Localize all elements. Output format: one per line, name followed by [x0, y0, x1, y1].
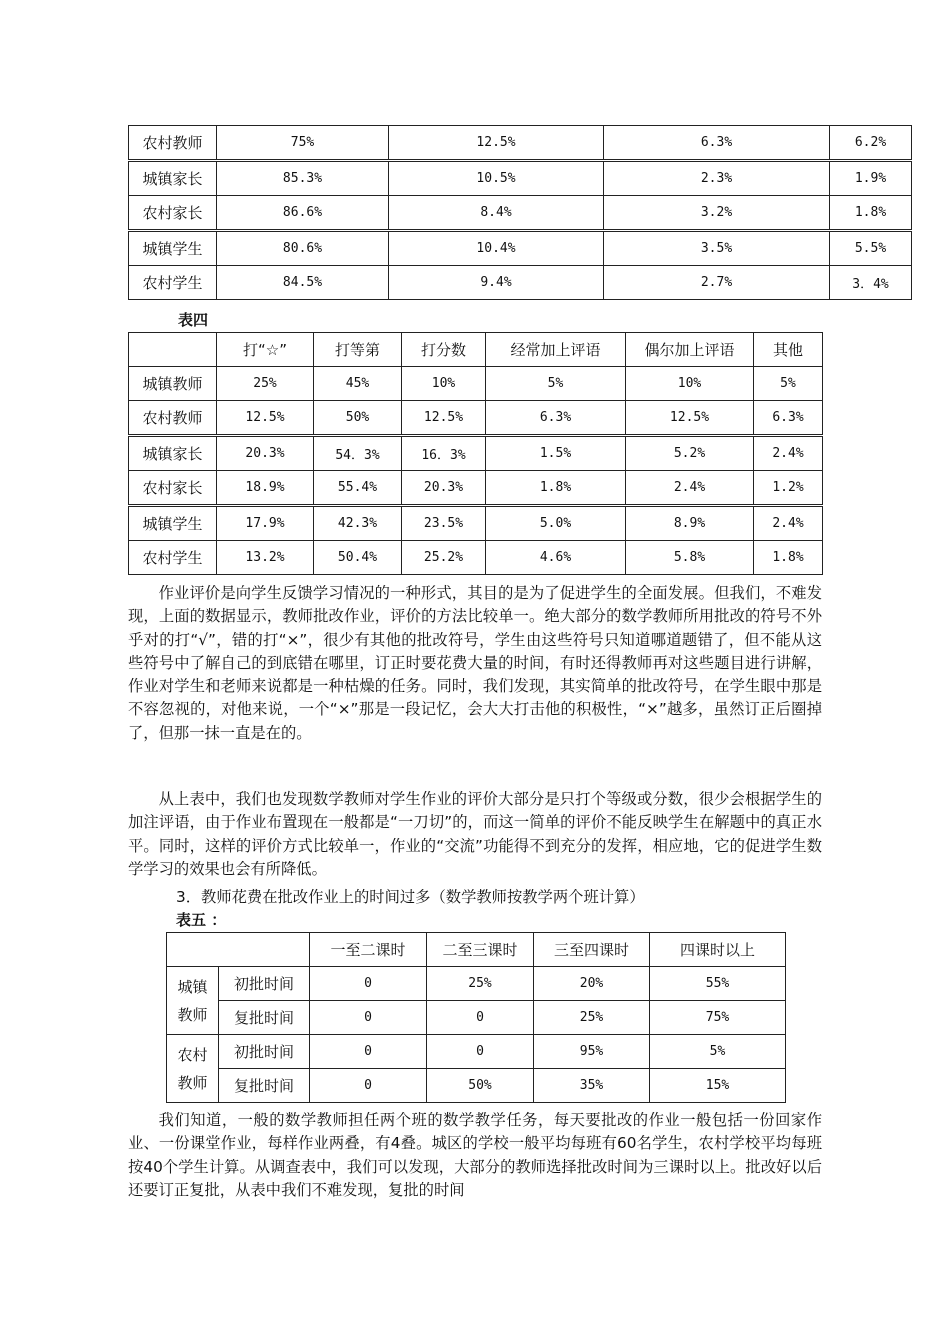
- cell: 12.5%: [217, 401, 314, 436]
- row-label: 初批时间: [219, 967, 310, 1001]
- cell: 10.4%: [389, 231, 604, 266]
- table-row: [129, 161, 912, 196]
- header-cell: 四课时以上: [650, 933, 786, 967]
- cell: 18.9%: [217, 471, 314, 506]
- paragraph: 从上表中，我们也发现数学教师对学生作业的评价大部分是只打个等级或分数，很少会根据学生的加注评语，由于作业布置现在一般都是“一刀切”的，而这一简单的评价不能反映学生在解题中的真正水平。同时，这样的评价方式比较单一，作业的“交流”功能得不到充分的发挥，相应地，它的促进学生数学学习的效果也会有所降低。: [128, 790, 822, 878]
- table-row: [129, 401, 823, 436]
- cell: 95%: [534, 1035, 650, 1069]
- table-row: [167, 967, 786, 1001]
- header-cell: 打等第: [314, 333, 402, 367]
- group-label-line: 教师: [177, 1073, 208, 1092]
- cell: 5%: [650, 1035, 786, 1069]
- cell: 20%: [534, 967, 650, 1001]
- cell: 54．3%: [314, 436, 402, 471]
- cell: 10%: [402, 367, 486, 401]
- group-label: [167, 1035, 219, 1103]
- row-label: 城镇学生: [129, 231, 217, 266]
- cell: 6.3%: [604, 126, 830, 161]
- header-cell: 其他: [754, 333, 823, 367]
- cell: 2.4%: [754, 436, 823, 471]
- cell: 50%: [314, 401, 402, 436]
- cell: 50%: [427, 1069, 534, 1103]
- table-row: [167, 1001, 786, 1035]
- cell: 0: [427, 1035, 534, 1069]
- cell: 8.9%: [626, 506, 754, 541]
- row-label: 城镇家长: [129, 436, 217, 471]
- cell: 55%: [650, 967, 786, 1001]
- cell: 6.2%: [830, 126, 912, 161]
- cell: 0: [310, 1035, 427, 1069]
- cell: 1.8%: [830, 196, 912, 231]
- header-cell: [129, 333, 217, 367]
- group-label-line: 城镇: [177, 977, 208, 996]
- cell: 5.2%: [626, 436, 754, 471]
- table-5-caption: 表五 ：: [176, 911, 227, 929]
- cell: 23.5%: [402, 506, 486, 541]
- cell: 42.3%: [314, 506, 402, 541]
- cell: 45%: [314, 367, 402, 401]
- cell: 12.5%: [626, 401, 754, 436]
- cell: 2.4%: [754, 506, 823, 541]
- table-3: [128, 125, 912, 300]
- cell: 12.5%: [402, 401, 486, 436]
- cell: 3．4%: [830, 266, 912, 300]
- cell: 5%: [754, 367, 823, 401]
- table-4: [128, 332, 823, 575]
- table-row: [129, 367, 823, 401]
- cell: 1.9%: [830, 161, 912, 196]
- cell: 55.4%: [314, 471, 402, 506]
- cell: 3.2%: [604, 196, 830, 231]
- table-5: [166, 932, 786, 1103]
- cell: 2.4%: [626, 471, 754, 506]
- table-row: [129, 506, 823, 541]
- cell: 6.3%: [754, 401, 823, 436]
- cell: 50.4%: [314, 541, 402, 575]
- cell: 13.2%: [217, 541, 314, 575]
- cell: 75%: [650, 1001, 786, 1035]
- cell: 0: [427, 1001, 534, 1035]
- cell: 25%: [534, 1001, 650, 1035]
- cell: 5%: [486, 367, 626, 401]
- row-label: 城镇学生: [129, 506, 217, 541]
- cell: 6.3%: [486, 401, 626, 436]
- cell: 4.6%: [486, 541, 626, 575]
- cell: 1.8%: [486, 471, 626, 506]
- cell: 10.5%: [389, 161, 604, 196]
- header-cell: 一至二课时: [310, 933, 427, 967]
- cell: 85.3%: [217, 161, 389, 196]
- cell: 0: [310, 967, 427, 1001]
- cell: 86.6%: [217, 196, 389, 231]
- cell: 3.5%: [604, 231, 830, 266]
- table-row: [129, 196, 912, 231]
- paragraph: 作业评价是向学生反馈学习情况的一种形式，其目的是为了促进学生的全面发展。但我们，不难发现，上面的数据显示，教师批改作业，评价的方法比较单一。绝大部分的数学教师所用批改的符号不外乎对的打“√”，错的打“×”，很少有其他的批改符号，学生由这些符号只知道哪道题错了，但不能从这些符号中了解自己的到底错在哪里，订正时要花费大量的时间，有时还得教师再对这些题目进行讲解，作业对学生和老师来说都是一种枯燥的任务。同时，我们发现，其实简单的批改符号，在学生眼中那是不容忽视的，对他来说，一个“×”那是一段记忆，会大大打击他的积极性，“×”越多，虽然订正后圈掉了，但那一抹一直是在的。: [128, 584, 822, 742]
- paragraph: 我们知道，一般的数学教师担任两个班的数学教学任务，每天要批改的作业一般包括一份回家作业、一份课堂作业，每样作业两叠，有4叠。城区的学校一般平均每班有60名学生，农村学校平均每班按40个学生计算。从调查表中，我们可以发现，大部分的教师选择批改时间为三课时以上。批改好以后还要订正复批，从表中我们不难发现，复批的时间: [128, 1111, 822, 1199]
- cell: 16．3%: [402, 436, 486, 471]
- cell: 17.9%: [217, 506, 314, 541]
- row-label: 农村家长: [129, 471, 217, 506]
- table-row: [129, 231, 912, 266]
- cell: 1.5%: [486, 436, 626, 471]
- header-cell: 三至四课时: [534, 933, 650, 967]
- table-row: [129, 266, 912, 300]
- table-row: [167, 1035, 786, 1069]
- header-cell: [167, 933, 310, 967]
- header-cell: 二至三课时: [427, 933, 534, 967]
- group-label-line: 农村: [177, 1045, 208, 1064]
- row-label: 农村教师: [129, 126, 217, 161]
- cell: 80.6%: [217, 231, 389, 266]
- cell: 12.5%: [389, 126, 604, 161]
- row-label: 农村教师: [129, 401, 217, 436]
- table-row: [167, 1069, 786, 1103]
- row-label: 城镇家长: [129, 161, 217, 196]
- header-cell: 打分数: [402, 333, 486, 367]
- cell: 0: [310, 1069, 427, 1103]
- cell: 8.4%: [389, 196, 604, 231]
- row-label: 农村学生: [129, 266, 217, 300]
- row-label: 农村学生: [129, 541, 217, 575]
- row-label: 初批时间: [219, 1035, 310, 1069]
- row-label: 复批时间: [219, 1001, 310, 1035]
- table-header-row: [129, 333, 823, 367]
- group-label-line: 教师: [177, 1005, 208, 1024]
- cell: 25.2%: [402, 541, 486, 575]
- header-cell: 经常加上评语: [486, 333, 626, 367]
- table-4-caption: 表四: [178, 311, 209, 329]
- table-header-row: [167, 933, 786, 967]
- table-row: [129, 541, 823, 575]
- row-label: 农村家长: [129, 196, 217, 231]
- cell: 1.2%: [754, 471, 823, 506]
- cell: 5.5%: [830, 231, 912, 266]
- cell: 1.8%: [754, 541, 823, 575]
- cell: 0: [310, 1001, 427, 1035]
- cell: 25%: [217, 367, 314, 401]
- section-heading: 3．教师花费在批改作业上的时间过多（数学教师按教学两个班计算）: [176, 888, 645, 906]
- cell: 20.3%: [217, 436, 314, 471]
- cell: 75%: [217, 126, 389, 161]
- row-label: 城镇教师: [129, 367, 217, 401]
- group-label: [167, 967, 219, 1035]
- cell: 25%: [427, 967, 534, 1001]
- table-row: [129, 436, 823, 471]
- cell: 84.5%: [217, 266, 389, 300]
- cell: 35%: [534, 1069, 650, 1103]
- cell: 20.3%: [402, 471, 486, 506]
- cell: 5.0%: [486, 506, 626, 541]
- table-row: [129, 471, 823, 506]
- table-row: [129, 126, 912, 161]
- cell: 9.4%: [389, 266, 604, 300]
- cell: 2.3%: [604, 161, 830, 196]
- header-cell: 偶尔加上评语: [626, 333, 754, 367]
- row-label: 复批时间: [219, 1069, 310, 1103]
- cell: 5.8%: [626, 541, 754, 575]
- header-cell: 打“☆”: [217, 333, 314, 367]
- cell: 2.7%: [604, 266, 830, 300]
- cell: 15%: [650, 1069, 786, 1103]
- cell: 10%: [626, 367, 754, 401]
